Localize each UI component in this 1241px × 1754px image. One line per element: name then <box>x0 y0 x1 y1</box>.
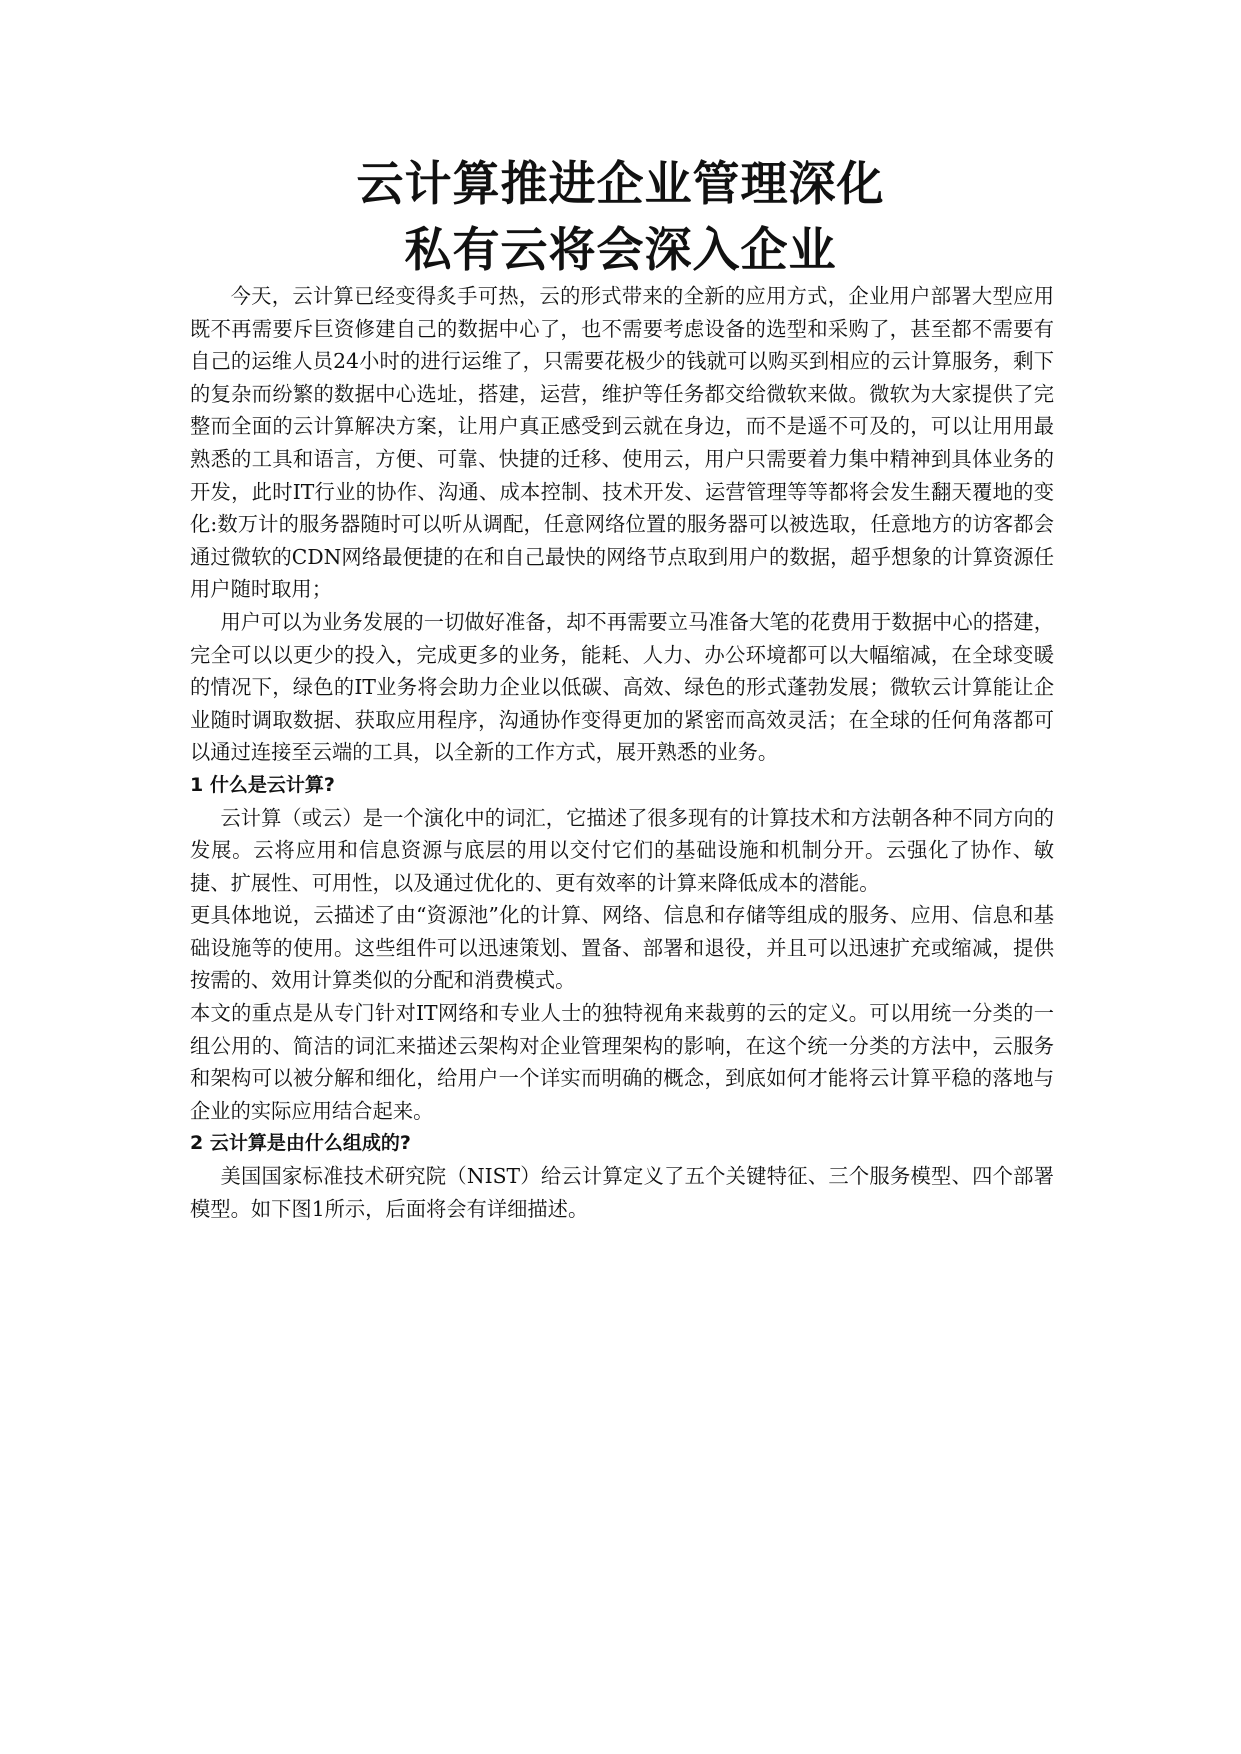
title-line-1: 云计算推进企业管理深化 <box>356 157 885 212</box>
paragraph-resource-pool: 更具体地说，云描述了由“资源池”化的计算、网络、信息和存储等组成的服务、应用、信息和基础设施等的使用。这些组件可以迅速策划、置备、部署和退役，并且可以迅速扩充或缩减，提供按需的、效用计算类似的分配和消费模式。 <box>190 903 1054 993</box>
section-heading-1: 1 什么是云计算? <box>190 773 335 796</box>
paragraph-intro: 今天，云计算已经变得炙手可热，云的形式带来的全新的应用方式，企业用户部署大型应用既不再需要斥巨资修建自己的数据中心了，也不需要考虑设备的选型和采购了，甚至都不需要有自己的运维人员24小时的进行运维了，只需要花极少的钱就可以购买到相应的云计算服务，剩下的复杂而纷繁的数据中心选址，搭建，运营，维护等任务都交给微软来做。微软为大家提供了完整而全面的云计算解决方案，让用户真正感受到云就在身边，而不是遥不可及的，可以让用用最熟悉的工具和语言，方便、可靠、快捷的迁移、使用云，用户只需要着力集中精神到具体业务的开发，此时IT行业的协作、沟通、成本控制、技术开发、运营管理等等都将会发生翻天覆地的变化:数万计的服务器随时可以听从调配，任意网络位置的服务器可以被选取，任意地方的访客都会通过微软的CDN网络最便捷的在和自己最快的网络节点取到用户的数据，超乎想象的计算资源任用户随时取用； <box>190 284 1054 602</box>
paragraph-focus: 本文的重点是从专门针对IT网络和专业人士的独特视角来裁剪的云的定义。可以用统一分类的一组公用的、简洁的词汇来描述云架构对企业管理架构的影响，在这个统一分类的方法中，云服务和架构可以被分解和细化，给用户一个详实而明确的概念，到底如何才能将云计算平稳的落地与企业的实际应用结合起来。 <box>190 1001 1054 1123</box>
document-body <box>190 280 1054 1225</box>
paragraph-benefits: 用户可以为业务发展的一切做好准备，却不再需要立马准备大笔的花费用于数据中心的搭建，完全可以以更少的投入，完成更多的业务，能耗、人力、办公环境都可以大幅缩减，在全球变暖的情况下，绿色的IT业务将会助力企业以低碳、高效、绿色的形式蓬勃发展；微软云计算能让企业随时调取数据、获取应用程序，沟通协作变得更加的紧密而高效灵活；在全球的任何角落都可以通过连接至云端的工具，以全新的工作方式，展开熟悉的业务。 <box>190 609 1054 765</box>
paragraph-nist: 美国国家标准技术研究院（NIST）给云计算定义了五个关键特征、三个服务模型、四个部署模型。如下图1所示，后面将会有详细描述。 <box>190 1164 1054 1221</box>
paragraph-definition: 云计算（或云）是一个演化中的词汇，它描述了很多现有的计算技术和方法朝各种不同方向的发展。云将应用和信息资源与底层的用以交付它们的基础设施和机制分开。云强化了协作、敏捷、扩展性、可用性，以及通过优化的、更有效率的计算来降低成本的潜能。 <box>190 805 1054 895</box>
title-line-2: 私有云将会深入企业 <box>404 223 837 278</box>
section-heading-2: 2 云计算是由什么组成的? <box>190 1132 411 1155</box>
document-title <box>0 152 1241 284</box>
